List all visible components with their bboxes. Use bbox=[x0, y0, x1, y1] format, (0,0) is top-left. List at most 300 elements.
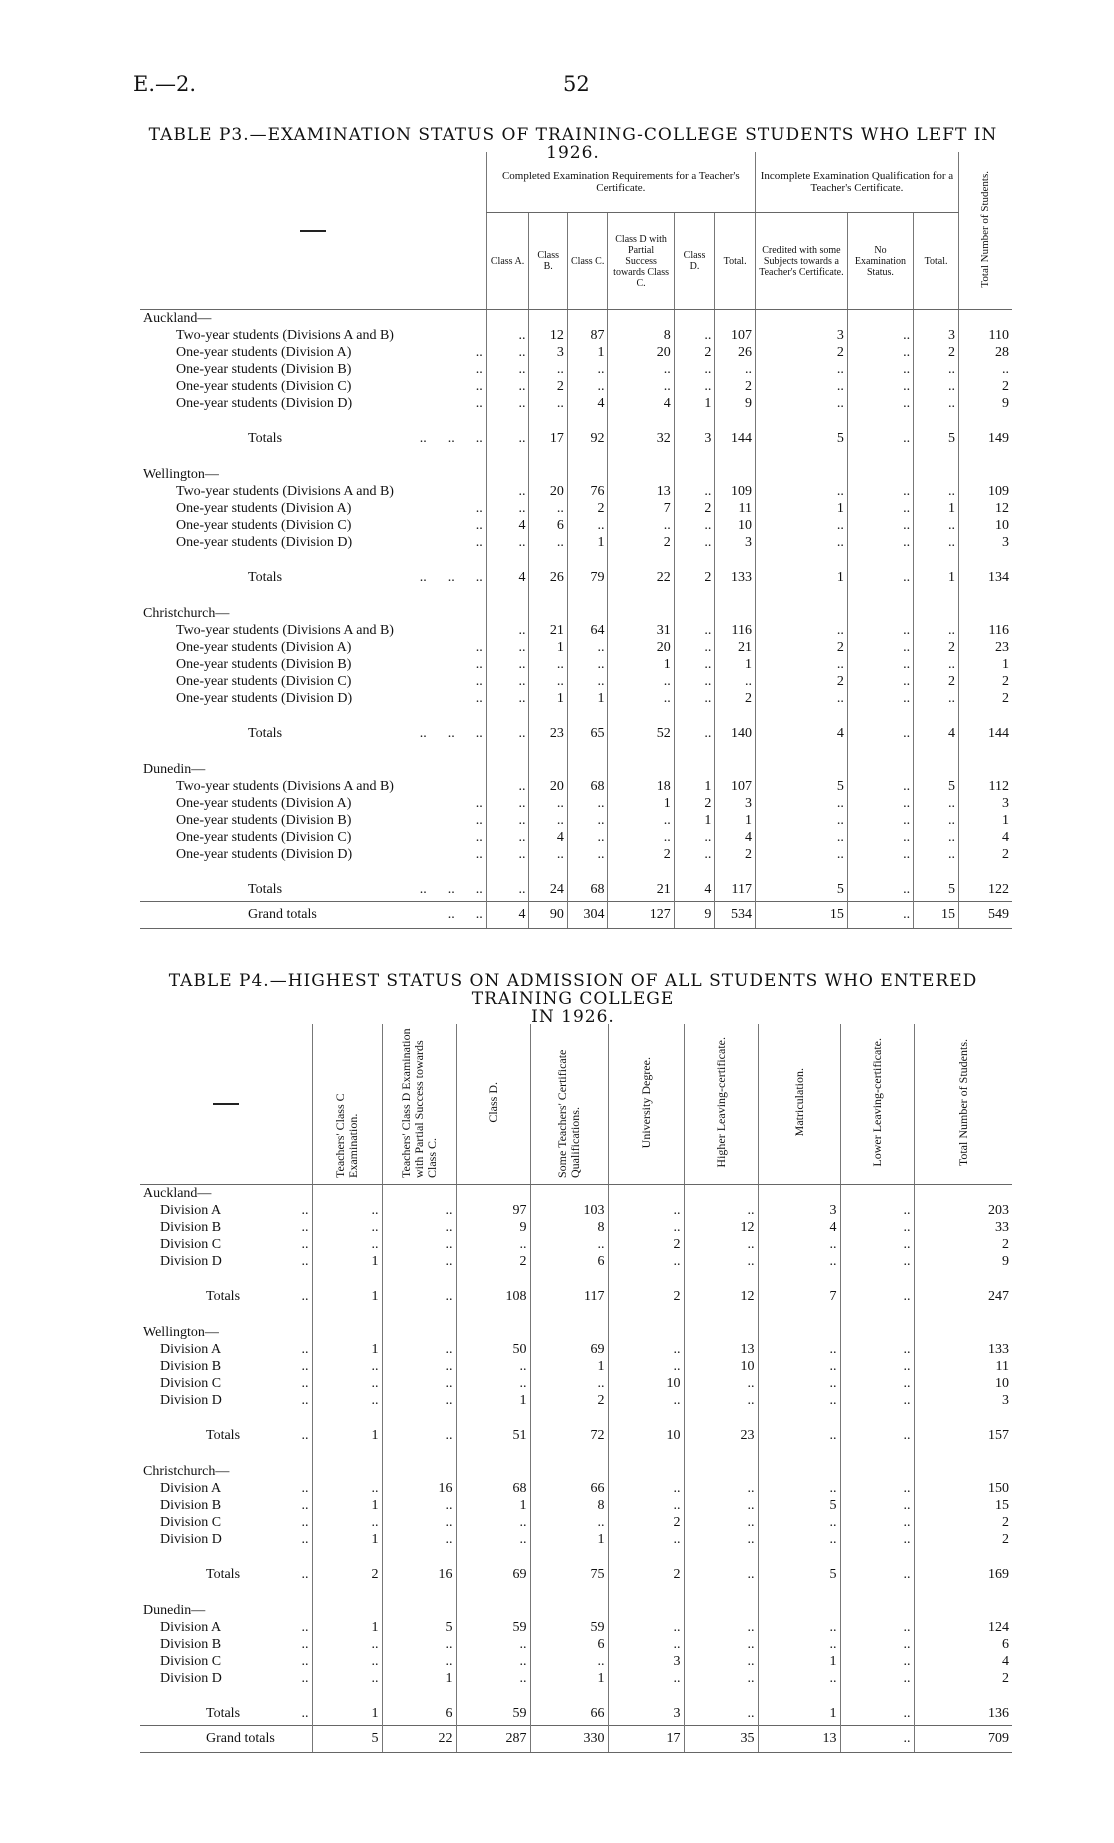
row-label bbox=[140, 483, 486, 500]
table-cell: .. bbox=[608, 673, 674, 690]
table-cell: 5 bbox=[914, 428, 959, 450]
group-row bbox=[140, 1324, 1012, 1341]
table-cell: .. bbox=[529, 361, 567, 378]
table-cell: 7 bbox=[758, 1286, 840, 1308]
table-cell: 92 bbox=[567, 428, 608, 450]
table-cell: .. bbox=[847, 567, 913, 589]
table-cell: .. bbox=[486, 846, 529, 863]
table-cell: .. bbox=[755, 361, 847, 378]
table-cell: .. bbox=[486, 673, 529, 690]
row-label bbox=[140, 395, 486, 412]
table-row bbox=[140, 673, 1012, 690]
row-label bbox=[140, 829, 486, 846]
table-row bbox=[140, 812, 1012, 829]
row-label bbox=[140, 1480, 312, 1497]
table-cell: 1 bbox=[456, 1497, 530, 1514]
table-cell: 4 bbox=[486, 902, 529, 929]
table-cell: 1 bbox=[312, 1253, 382, 1270]
table-cell: .. bbox=[608, 378, 674, 395]
table-cell: 1 bbox=[312, 1531, 382, 1548]
row-label-text: Grand totals bbox=[206, 1731, 275, 1746]
dot-leader: .. bbox=[475, 379, 483, 394]
table-cell: 2 bbox=[755, 639, 847, 656]
total-row bbox=[140, 723, 1012, 745]
table-cell: 1 bbox=[758, 1703, 840, 1726]
table-cell: .. bbox=[758, 1514, 840, 1531]
table-cell: 3 bbox=[715, 534, 756, 551]
table-cell: 3 bbox=[608, 1703, 684, 1726]
grand-row bbox=[140, 902, 1012, 929]
row-label bbox=[140, 1514, 312, 1531]
row-label bbox=[140, 344, 486, 361]
table-cell: 9 bbox=[715, 395, 756, 412]
table-cell: 4 bbox=[914, 1653, 1012, 1670]
table-cell: .. bbox=[674, 690, 715, 707]
table-row bbox=[140, 483, 1012, 500]
table-cell: .. bbox=[840, 1703, 914, 1726]
row-label bbox=[140, 378, 486, 395]
table-cell: 1 bbox=[567, 534, 608, 551]
row-label bbox=[140, 327, 486, 344]
p4-col-header: Total Number of Students. bbox=[914, 1024, 1012, 1185]
table-cell: .. bbox=[840, 1480, 914, 1497]
group-completed-header: Completed Examination Requirements for a Teacher's Certificate. bbox=[486, 152, 755, 213]
table-cell: 1 bbox=[530, 1358, 608, 1375]
table-cell: 8 bbox=[530, 1219, 608, 1236]
table-cell: .. bbox=[840, 1202, 914, 1219]
table-row bbox=[140, 1341, 1012, 1358]
table-cell: 2 bbox=[312, 1564, 382, 1586]
p4-col-header: Some Teachers' Certificate Qualifications. bbox=[530, 1024, 608, 1185]
p4-col-header: Teachers' Class C Examination. bbox=[312, 1024, 382, 1185]
table-cell: 10 bbox=[715, 517, 756, 534]
row-label-text: Two-year students (Divisions A and B) bbox=[176, 328, 394, 343]
row-label bbox=[140, 795, 486, 812]
table-cell: 2 bbox=[608, 1564, 684, 1586]
table-cell: 1 bbox=[958, 656, 1012, 673]
table-cell: 2 bbox=[608, 1286, 684, 1308]
table-cell: 1 bbox=[958, 812, 1012, 829]
table-row bbox=[140, 327, 1012, 344]
table-cell: 116 bbox=[715, 622, 756, 639]
table-row bbox=[140, 1653, 1012, 1670]
table-cell: 59 bbox=[530, 1619, 608, 1636]
row-label bbox=[140, 1253, 312, 1270]
table-cell: 21 bbox=[608, 879, 674, 902]
table-cell: .. bbox=[840, 1375, 914, 1392]
table-cell: 4 bbox=[758, 1219, 840, 1236]
table-cell: .. bbox=[312, 1480, 382, 1497]
table-cell: 65 bbox=[567, 723, 608, 745]
table-cell: 4 bbox=[755, 723, 847, 745]
table-cell: .. bbox=[684, 1375, 758, 1392]
p3-col-header: No Examination Status. bbox=[847, 213, 913, 310]
table-cell: 4 bbox=[958, 829, 1012, 846]
table-cell: .. bbox=[608, 1202, 684, 1219]
row-label bbox=[140, 517, 486, 534]
table-cell: 72 bbox=[530, 1425, 608, 1447]
table-cell: 5 bbox=[755, 879, 847, 902]
table-cell: 124 bbox=[914, 1619, 1012, 1636]
dot-leader: .. bbox=[475, 501, 483, 516]
table-cell: 1 bbox=[312, 1619, 382, 1636]
table-cell: .. bbox=[567, 361, 608, 378]
table-cell: 5 bbox=[755, 428, 847, 450]
table-cell: .. bbox=[758, 1636, 840, 1653]
table-cell: 112 bbox=[958, 778, 1012, 795]
row-label-text: One-year students (Division D) bbox=[176, 691, 353, 706]
table-cell: 117 bbox=[530, 1286, 608, 1308]
row-label bbox=[140, 1341, 312, 1358]
table-cell: 59 bbox=[456, 1619, 530, 1636]
table-cell: 21 bbox=[529, 622, 567, 639]
table-row bbox=[140, 1375, 1012, 1392]
table-cell: .. bbox=[755, 812, 847, 829]
row-label-text: One-year students (Division B) bbox=[176, 657, 352, 672]
page-number: 52 bbox=[563, 72, 590, 96]
dot-leader: .. bbox=[475, 830, 483, 845]
table-cell: 10 bbox=[914, 1375, 1012, 1392]
total-row bbox=[140, 1564, 1012, 1586]
gap-row bbox=[140, 589, 1012, 605]
table-cell: .. bbox=[382, 1341, 456, 1358]
table-cell: 287 bbox=[456, 1726, 530, 1753]
table-p4-title-line1: TABLE P4.—HIGHEST STATUS ON ADMISSION OF ALL STUDENTS WHO ENTERED TRAINING COLLEGE bbox=[168, 971, 978, 1009]
group-row bbox=[140, 1463, 1012, 1480]
table-cell: 4 bbox=[567, 395, 608, 412]
table-cell: 5 bbox=[382, 1619, 456, 1636]
table-cell: 35 bbox=[684, 1726, 758, 1753]
row-label-text: Totals bbox=[248, 726, 283, 741]
row-label-text: Two-year students (Divisions A and B) bbox=[176, 484, 394, 499]
table-cell: .. bbox=[486, 778, 529, 795]
table-cell: .. bbox=[914, 656, 959, 673]
gap-row bbox=[140, 707, 1012, 723]
table-cell: 140 bbox=[715, 723, 756, 745]
table-cell: 22 bbox=[608, 567, 674, 589]
table-cell: .. bbox=[608, 1358, 684, 1375]
table-cell: .. bbox=[312, 1392, 382, 1409]
table-cell: .. bbox=[674, 327, 715, 344]
table-cell: .. bbox=[529, 812, 567, 829]
table-cell: .. bbox=[608, 1219, 684, 1236]
table-cell: 549 bbox=[958, 902, 1012, 929]
row-label-text: Two-year students (Divisions A and B) bbox=[176, 779, 394, 794]
table-cell: 75 bbox=[530, 1564, 608, 1586]
table-p3 bbox=[140, 152, 1012, 929]
table-cell: 20 bbox=[608, 344, 674, 361]
table-cell: 23 bbox=[684, 1425, 758, 1447]
table-cell: .. bbox=[456, 1375, 530, 1392]
table-cell: 2 bbox=[755, 673, 847, 690]
table-cell: .. bbox=[312, 1653, 382, 1670]
table-cell: 6 bbox=[382, 1703, 456, 1726]
table-cell: .. bbox=[847, 327, 913, 344]
table-cell: .. bbox=[755, 483, 847, 500]
table-row bbox=[140, 1236, 1012, 1253]
p3-col-header: Class C. bbox=[567, 213, 608, 310]
row-label bbox=[140, 1726, 312, 1753]
table-cell: .. bbox=[608, 1670, 684, 1687]
table-cell: 5 bbox=[914, 879, 959, 902]
row-label-text: Totals bbox=[206, 1289, 241, 1304]
table-cell: 22 bbox=[382, 1726, 456, 1753]
dot-leader: .. bbox=[475, 345, 483, 360]
gap-row bbox=[140, 863, 1012, 879]
table-cell: 23 bbox=[958, 639, 1012, 656]
row-label-text: Division D bbox=[160, 1532, 222, 1547]
row-label-text: Totals bbox=[248, 882, 283, 897]
row-label-text: Totals bbox=[206, 1706, 241, 1721]
table-cell: .. bbox=[758, 1531, 840, 1548]
table-cell: .. bbox=[382, 1358, 456, 1375]
row-label bbox=[140, 361, 486, 378]
table-cell: .. bbox=[486, 656, 529, 673]
table-cell: 1 bbox=[530, 1531, 608, 1548]
table-cell: 5 bbox=[755, 778, 847, 795]
row-label-text: One-year students (Division A) bbox=[176, 640, 352, 655]
row-label-text: Grand totals bbox=[248, 907, 317, 922]
table-cell: .. bbox=[530, 1236, 608, 1253]
table-cell: 1 bbox=[530, 1670, 608, 1687]
gap-row bbox=[140, 1586, 1012, 1602]
table-cell: 2 bbox=[755, 344, 847, 361]
row-label bbox=[140, 500, 486, 517]
dot-leader: .. bbox=[475, 362, 483, 377]
table-cell: .. bbox=[608, 1341, 684, 1358]
dot-leader: .. bbox=[301, 1428, 309, 1443]
table-cell: .. bbox=[847, 428, 913, 450]
p3-col-header: Class D. bbox=[674, 213, 715, 310]
group-label: Wellington— bbox=[143, 467, 219, 482]
table-cell: 68 bbox=[567, 778, 608, 795]
table-cell: .. bbox=[840, 1514, 914, 1531]
table-cell: .. bbox=[755, 690, 847, 707]
stub-dash bbox=[213, 1103, 239, 1105]
table-cell: 1 bbox=[312, 1286, 382, 1308]
table-cell: 6 bbox=[529, 517, 567, 534]
table-cell: .. bbox=[840, 1653, 914, 1670]
table-cell: .. bbox=[674, 723, 715, 745]
table-cell: 133 bbox=[914, 1341, 1012, 1358]
table-row bbox=[140, 500, 1012, 517]
dot-leader: .. bbox=[301, 1220, 309, 1235]
table-cell: .. bbox=[847, 902, 913, 929]
table-p3-body bbox=[140, 310, 1012, 929]
table-cell: 12 bbox=[958, 500, 1012, 517]
table-cell: .. bbox=[486, 378, 529, 395]
group-label: Christchurch— bbox=[143, 1464, 230, 1479]
table-cell: 2 bbox=[914, 639, 959, 656]
table-cell: .. bbox=[674, 517, 715, 534]
table-cell: .. bbox=[684, 1236, 758, 1253]
table-cell: 64 bbox=[567, 622, 608, 639]
table-cell: 4 bbox=[674, 879, 715, 902]
table-cell: .. bbox=[674, 483, 715, 500]
table-cell: .. bbox=[847, 812, 913, 829]
table-cell: .. bbox=[312, 1514, 382, 1531]
table-cell: .. bbox=[715, 673, 756, 690]
table-row bbox=[140, 344, 1012, 361]
table-cell: 2 bbox=[914, 1236, 1012, 1253]
table-cell: .. bbox=[840, 1358, 914, 1375]
dot-leader: .. bbox=[475, 396, 483, 411]
p3-col-header: Total. bbox=[914, 213, 959, 310]
table-cell: .. bbox=[914, 795, 959, 812]
group-row bbox=[140, 605, 1012, 622]
table-cell: 2 bbox=[529, 378, 567, 395]
dot-leader: .. bbox=[301, 1481, 309, 1496]
table-cell: .. bbox=[382, 1636, 456, 1653]
table-cell: 203 bbox=[914, 1202, 1012, 1219]
table-cell: .. bbox=[486, 500, 529, 517]
table-cell: 3 bbox=[758, 1202, 840, 1219]
p3-col-header: Class D with Partial Success towards Class C. bbox=[608, 213, 674, 310]
dot-leader: .. bbox=[301, 1254, 309, 1269]
group-label: Dunedin— bbox=[143, 762, 206, 777]
table-cell: .. bbox=[847, 483, 913, 500]
table-cell: .. bbox=[529, 395, 567, 412]
group-label: Wellington— bbox=[143, 1325, 219, 1340]
table-cell: .. bbox=[847, 778, 913, 795]
row-label-text: One-year students (Division C) bbox=[176, 518, 352, 533]
table-row bbox=[140, 1358, 1012, 1375]
table-cell: .. bbox=[486, 344, 529, 361]
table-cell: .. bbox=[674, 656, 715, 673]
table-cell: 1 bbox=[674, 778, 715, 795]
table-cell: 1 bbox=[529, 690, 567, 707]
table-cell: 1 bbox=[755, 567, 847, 589]
table-cell: 2 bbox=[914, 673, 959, 690]
table-row bbox=[140, 1497, 1012, 1514]
table-cell: .. bbox=[684, 1514, 758, 1531]
table-cell: 5 bbox=[758, 1564, 840, 1586]
dot-leader: .. bbox=[301, 1706, 309, 1721]
total-row bbox=[140, 1425, 1012, 1447]
table-cell: 3 bbox=[958, 795, 1012, 812]
row-label-text: Division D bbox=[160, 1393, 222, 1408]
table-cell: .. bbox=[567, 656, 608, 673]
group-row bbox=[140, 1602, 1012, 1619]
table-cell: 134 bbox=[958, 567, 1012, 589]
table-row bbox=[140, 1392, 1012, 1409]
table-cell: .. bbox=[847, 690, 913, 707]
table-cell: .. bbox=[608, 1636, 684, 1653]
gap-row bbox=[140, 1409, 1012, 1425]
table-cell: .. bbox=[914, 395, 959, 412]
table-cell: 87 bbox=[567, 327, 608, 344]
table-cell: 2 bbox=[674, 344, 715, 361]
dot-leader: .. bbox=[301, 1376, 309, 1391]
page-header bbox=[133, 72, 1003, 98]
table-cell: 66 bbox=[530, 1703, 608, 1726]
total-row bbox=[140, 1286, 1012, 1308]
table-cell: 108 bbox=[456, 1286, 530, 1308]
row-label-text: One-year students (Division D) bbox=[176, 535, 353, 550]
col-total-students: Total Number of Students. bbox=[958, 152, 1012, 310]
table-cell: .. bbox=[674, 622, 715, 639]
row-label-text: One-year students (Division A) bbox=[176, 501, 352, 516]
table-cell: 107 bbox=[715, 327, 756, 344]
dot-leader: .. bbox=[301, 1342, 309, 1357]
dot-leader: .. bbox=[301, 1567, 309, 1582]
table-cell: 133 bbox=[715, 567, 756, 589]
dot-leader: .. bbox=[301, 1515, 309, 1530]
table-cell: 17 bbox=[608, 1726, 684, 1753]
table-row bbox=[140, 1253, 1012, 1270]
table-cell: .. bbox=[456, 1358, 530, 1375]
table-cell: 1 bbox=[674, 812, 715, 829]
row-label bbox=[140, 723, 486, 745]
table-cell: .. bbox=[840, 1619, 914, 1636]
table-cell: .. bbox=[758, 1358, 840, 1375]
table-cell: 16 bbox=[382, 1564, 456, 1586]
table-cell: .. bbox=[755, 378, 847, 395]
row-label bbox=[140, 622, 486, 639]
table-cell: 59 bbox=[456, 1703, 530, 1726]
table-cell: .. bbox=[840, 1392, 914, 1409]
table-cell: 18 bbox=[608, 778, 674, 795]
group-label: Auckland— bbox=[143, 311, 212, 326]
table-cell: .. bbox=[567, 639, 608, 656]
row-label bbox=[140, 1286, 312, 1308]
table-cell: .. bbox=[530, 1514, 608, 1531]
row-label-text: One-year students (Division D) bbox=[176, 396, 353, 411]
table-cell: 8 bbox=[608, 327, 674, 344]
gap-row bbox=[140, 1270, 1012, 1286]
row-label bbox=[140, 567, 486, 589]
row-label bbox=[140, 1425, 312, 1447]
row-label bbox=[140, 1653, 312, 1670]
table-cell: 2 bbox=[914, 1531, 1012, 1548]
table-cell: 136 bbox=[914, 1703, 1012, 1726]
row-label-text: One-year students (Division A) bbox=[176, 796, 352, 811]
total-row bbox=[140, 1703, 1012, 1726]
table-cell: 1 bbox=[529, 639, 567, 656]
table-cell: 110 bbox=[958, 327, 1012, 344]
table-cell: .. bbox=[758, 1480, 840, 1497]
table-cell: 4 bbox=[486, 567, 529, 589]
total-row bbox=[140, 879, 1012, 902]
table-cell: 76 bbox=[567, 483, 608, 500]
table-cell: 23 bbox=[529, 723, 567, 745]
row-label bbox=[140, 902, 486, 929]
table-cell: .. bbox=[674, 639, 715, 656]
table-p4-stub-header bbox=[140, 1024, 312, 1185]
table-cell: 3 bbox=[958, 534, 1012, 551]
table-cell: 13 bbox=[684, 1341, 758, 1358]
document-reference: E.—2. bbox=[133, 72, 197, 96]
table-cell: .. bbox=[847, 673, 913, 690]
table-cell: .. bbox=[755, 534, 847, 551]
table-cell: 157 bbox=[914, 1425, 1012, 1447]
table-cell: 109 bbox=[958, 483, 1012, 500]
table-cell: 1 bbox=[567, 690, 608, 707]
table-cell: .. bbox=[567, 517, 608, 534]
table-cell: .. bbox=[382, 1653, 456, 1670]
table-cell: .. bbox=[758, 1670, 840, 1687]
table-cell: .. bbox=[684, 1392, 758, 1409]
table-cell: .. bbox=[847, 846, 913, 863]
table-cell: .. bbox=[840, 1253, 914, 1270]
table-cell: .. bbox=[382, 1392, 456, 1409]
table-cell: .. bbox=[456, 1670, 530, 1687]
table-cell: 9 bbox=[914, 1253, 1012, 1270]
table-cell: 20 bbox=[529, 483, 567, 500]
table-cell: .. bbox=[755, 795, 847, 812]
table-cell: .. bbox=[456, 1514, 530, 1531]
table-cell: .. bbox=[914, 378, 959, 395]
